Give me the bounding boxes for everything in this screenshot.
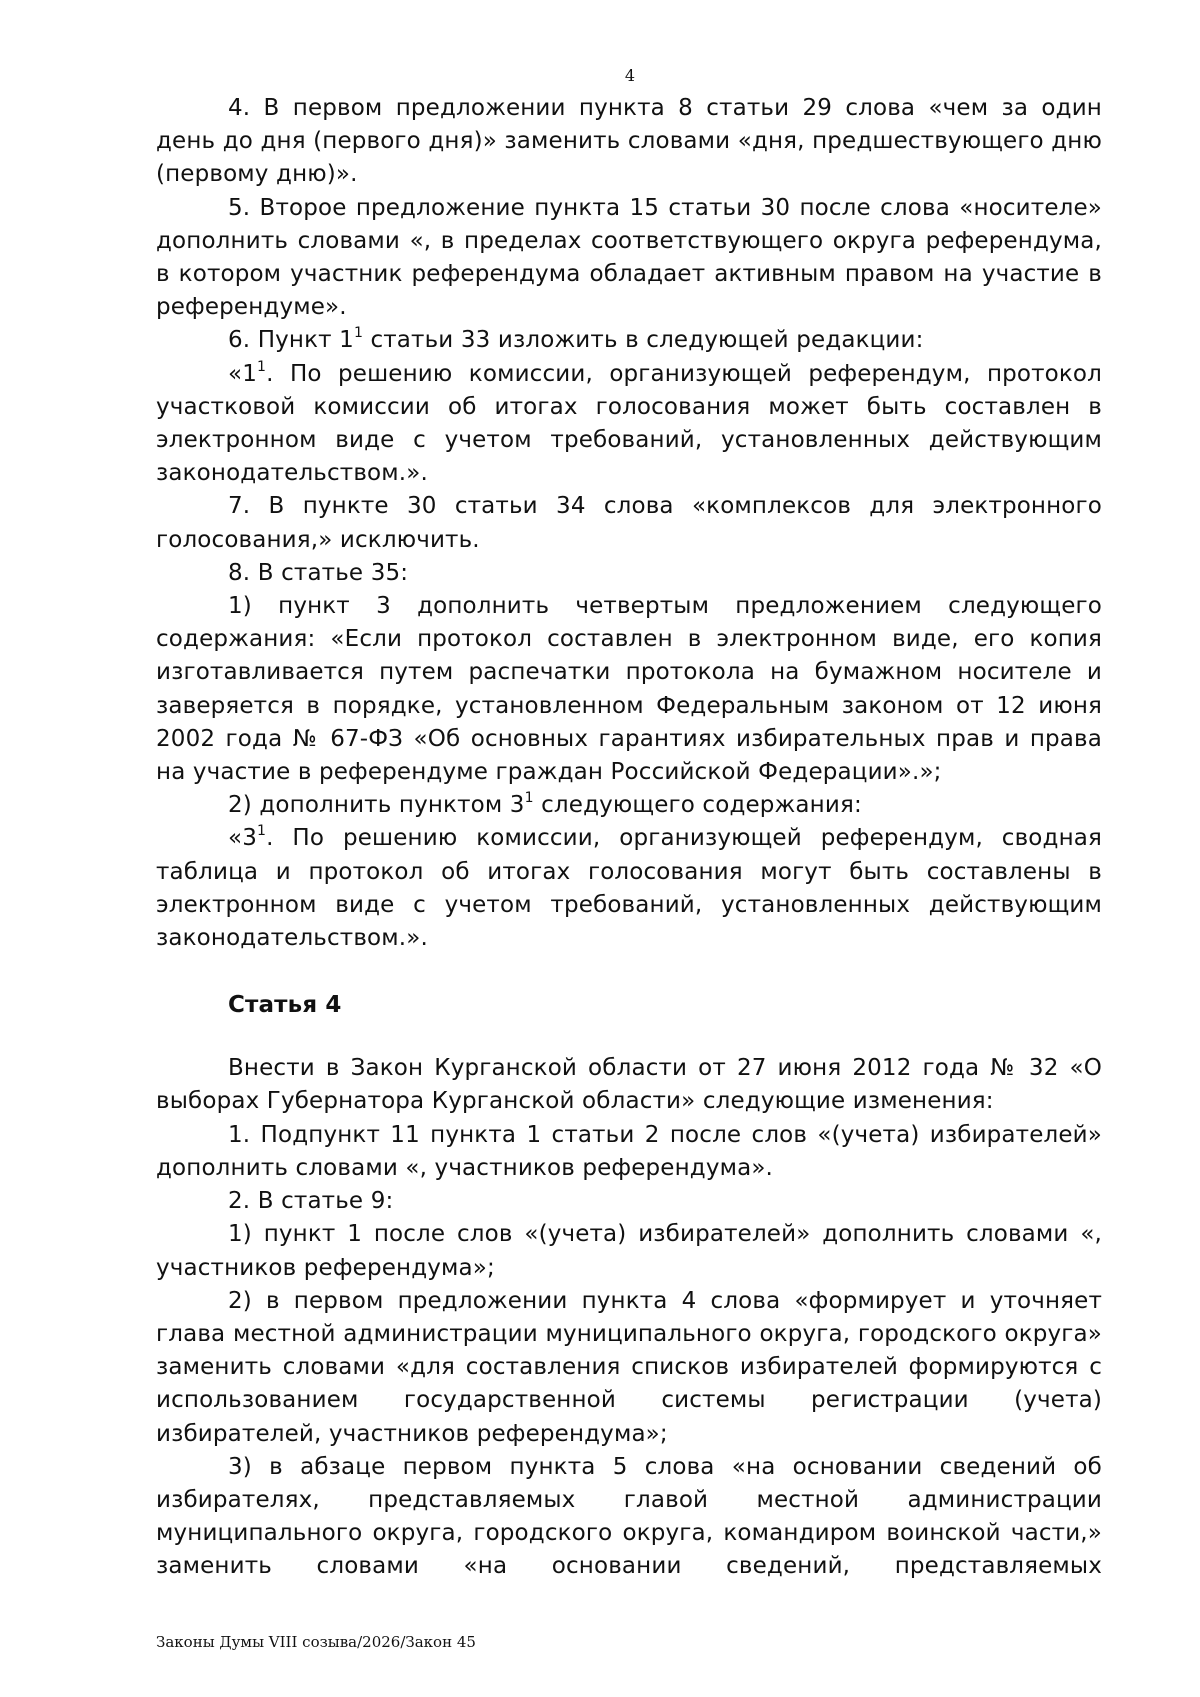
document-body bbox=[156, 92, 1102, 1584]
paragraph-item-6 bbox=[156, 324, 1102, 357]
paragraph-item-1: 1. Подпункт 11 пункта 1 статьи 2 после слов «(учета) избирателей» дополнить словами «, участников референдума». bbox=[156, 1121, 1102, 1181]
paragraph-text: . По решению комиссии, организующей референдум, сводная таблица и протокол об итогах голосования могут быть составлены в электронном виде с учетом требований, установленных действующим законодательством.». bbox=[156, 825, 1102, 952]
paragraph-text: статьи 33 изложить в следующей редакции: bbox=[363, 327, 924, 354]
paragraph-text: 6. Пункт 1 bbox=[228, 327, 354, 354]
paragraph-subitem-3: 3) в абзаце первом пункта 5 слова «на основании сведений об избирателях, представляемых главой местной администрации муниципального округа, городского округа, командиром воинской части,» заменить словами «на основании сведений, представляемых bbox=[156, 1453, 1102, 1580]
paragraph-subitem-1: 1) пункт 3 дополнить четвертым предложением следующего содержания: «Если протокол составлен в электронном виде, его копия изготавливается путем распечатки протокола на бумажном носителе и заверяется в порядке, установленном Федеральным законом от 12 июня 2002 года № 67-ФЗ «Об основных гарантиях избирательных прав и права на участие в референдуме граждан Российской Федерации».»; bbox=[156, 593, 1102, 786]
paragraph-text: 2) дополнить пунктом 3 bbox=[228, 792, 525, 819]
superscript: 1 bbox=[353, 325, 363, 342]
paragraph-text: . По решению комиссии, организующей референдум, протокол участковой комиссии об итогах голосования может быть составлен в электронном виде с учетом требований, установленных действующим законодательством.». bbox=[156, 360, 1102, 487]
paragraph-subitem-2: 2) в первом предложении пункта 4 слова «формирует и уточняет глава местной администрации муниципального округа, городского округа» заменить словами «для составления списков избирателей формируются с использованием государственной системы регистрации (учета) избирателей, участников референдума»; bbox=[156, 1287, 1102, 1447]
page-number: 4 bbox=[624, 66, 636, 85]
paragraph-quoted-point-1-1 bbox=[156, 358, 1102, 491]
paragraph-intro: Внести в Закон Курганской области от 27 июня 2012 года № 32 «О выборах Губернатора Курганской области» следующие изменения: bbox=[156, 1055, 1102, 1115]
paragraph-item-2: 2. В статье 9: bbox=[228, 1188, 394, 1215]
paragraph-text: «3 bbox=[228, 825, 258, 852]
paragraph-item-8: 8. В статье 35: bbox=[228, 559, 409, 586]
paragraph-item-4: 4. В первом предложении пункта 8 статьи 29 слова «чем за один день до дня (первого дня)» заменить словами «дня, предшествующего дню (первому дню)». bbox=[156, 95, 1102, 188]
document-footer: Законы Думы VIII созыва/2026/Закон 45 bbox=[156, 1633, 476, 1651]
paragraph-text: следующего содержания: bbox=[533, 792, 862, 819]
paragraph-quoted-point-3-1 bbox=[156, 822, 1102, 955]
superscript: 1 bbox=[257, 823, 267, 840]
paragraph-item-5: 5. Второе предложение пункта 15 статьи 30 после слова «носителе» дополнить словами «, в пределах соответствующего округа референдума, в котором участник референдума обладает активным правом на участие в референдуме». bbox=[156, 194, 1102, 321]
article-heading: Статья 4 bbox=[228, 992, 342, 1019]
paragraph-subitem-1: 1) пункт 1 после слов «(учета) избирателей» дополнить словами «, участников референдума»; bbox=[156, 1221, 1102, 1281]
paragraph-item-7: 7. В пункте 30 статьи 34 слова «комплексов для электронного голосования,» исключить. bbox=[156, 493, 1102, 553]
superscript: 1 bbox=[257, 358, 267, 375]
paragraph-subitem-2 bbox=[156, 789, 1102, 822]
superscript: 1 bbox=[524, 790, 534, 807]
paragraph-text: «1 bbox=[228, 360, 258, 387]
